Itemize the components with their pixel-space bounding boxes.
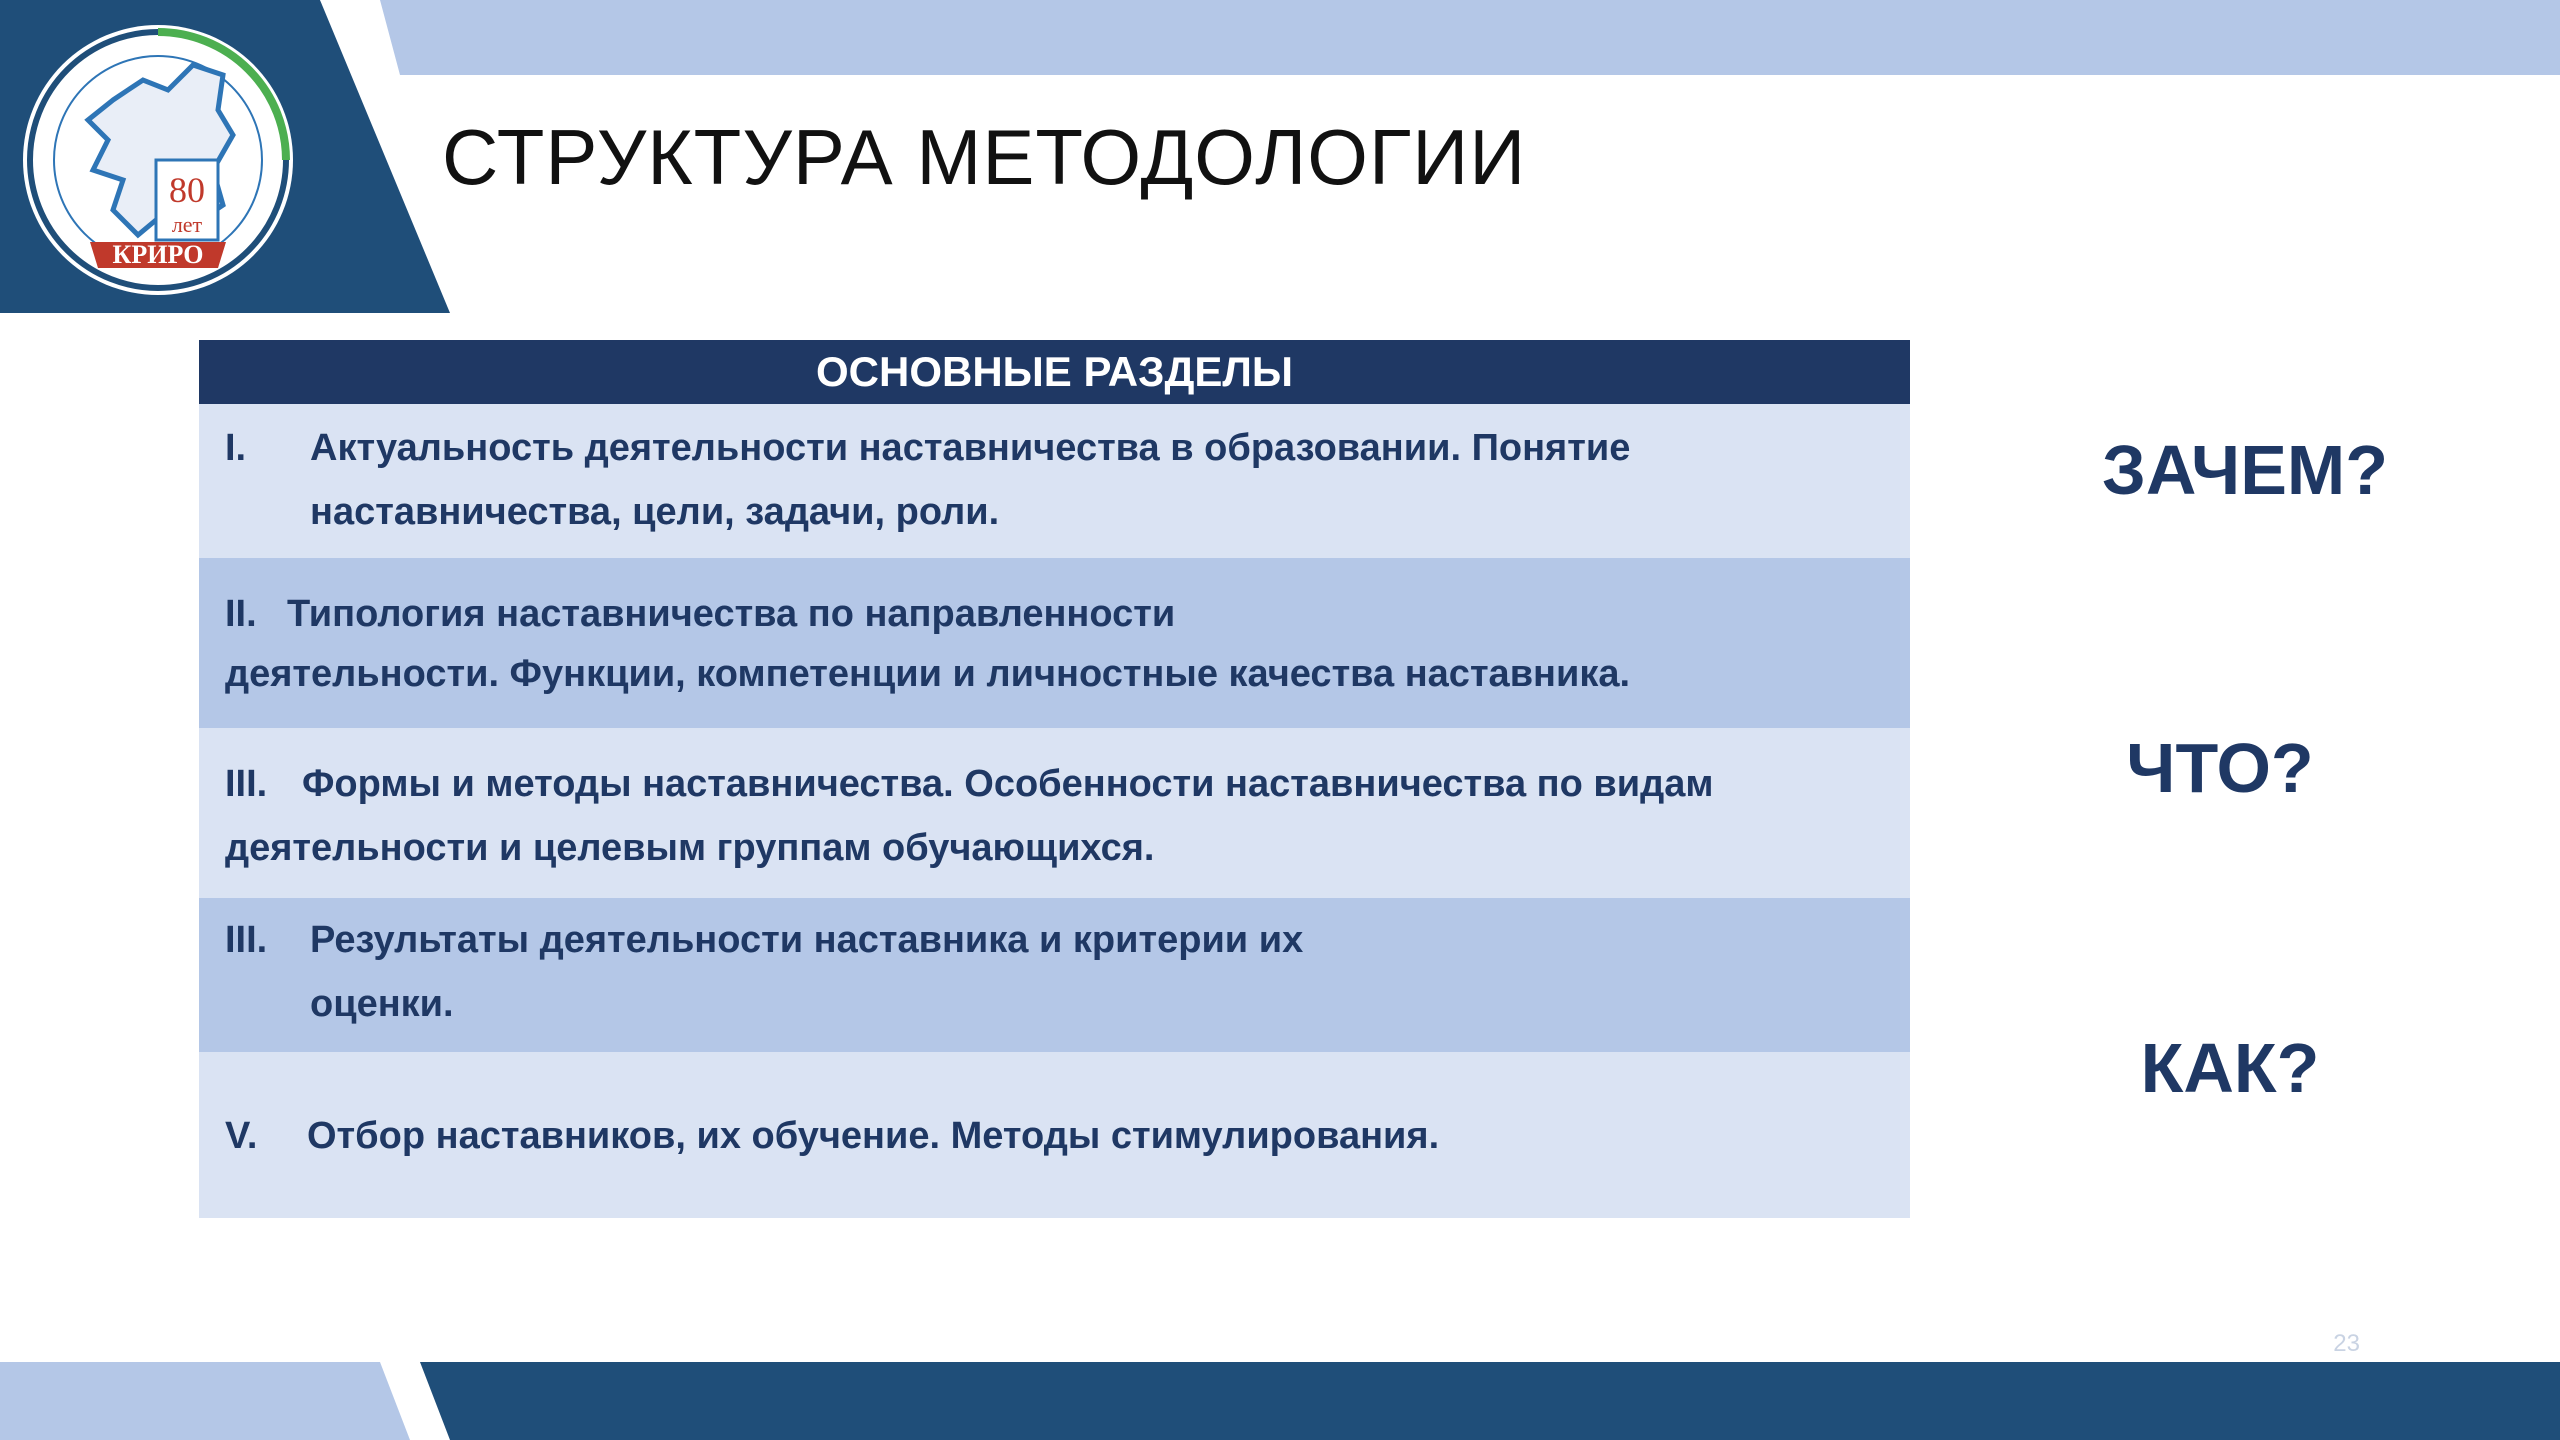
row-text-line1: Результаты деятельности наставника и критерии их	[310, 919, 1304, 961]
question-what: ЧТО?	[2126, 729, 2314, 807]
question-how: КАК?	[2140, 1029, 2320, 1107]
logo-years-unit: лет	[171, 212, 203, 237]
table-row	[199, 728, 1910, 898]
row-text-line1: Формы и методы наставничества. Особенности наставничества по видам	[302, 763, 1714, 805]
question-why: ЗАЧЕМ?	[2101, 431, 2388, 509]
table-row	[199, 404, 1910, 558]
row-text-line2: наставничества, цели, задачи, роли.	[310, 491, 1000, 533]
logo-years: 80	[169, 170, 205, 210]
row-text-line2: оценки.	[310, 983, 454, 1025]
row-text-line2: деятельности и целевым группам обучающихся.	[225, 827, 1155, 869]
row-number: III.	[225, 919, 268, 961]
table-row	[199, 1052, 1910, 1218]
bottom-decor-band	[0, 1362, 2560, 1440]
page-number: 23	[2333, 1330, 2360, 1357]
row-text-line1: Отбор наставников, их обучение. Методы стимулирования.	[307, 1115, 1440, 1157]
sections-table	[199, 340, 1910, 1218]
row-number: II.	[225, 593, 257, 635]
row-text-line1: Актуальность деятельности наставничества в образовании. Понятие	[310, 427, 1631, 469]
row-text-line2: деятельности. Функции, компетенции и личностные качества наставника.	[225, 653, 1631, 695]
row-number: III.	[225, 763, 268, 805]
row-number: I.	[225, 427, 247, 469]
kriro-logo	[18, 20, 298, 300]
table-header: ОСНОВНЫЕ РАЗДЕЛЫ	[199, 340, 1910, 404]
row-text-line1: Типология наставничества по направленности	[287, 593, 1176, 635]
table-row	[199, 558, 1910, 728]
table-row	[199, 898, 1910, 1052]
row-number: V.	[225, 1115, 258, 1157]
logo-org-name: КРИРО	[112, 240, 204, 269]
slide-title: СТРУКТУРА МЕТОДОЛОГИИ	[442, 113, 1527, 201]
